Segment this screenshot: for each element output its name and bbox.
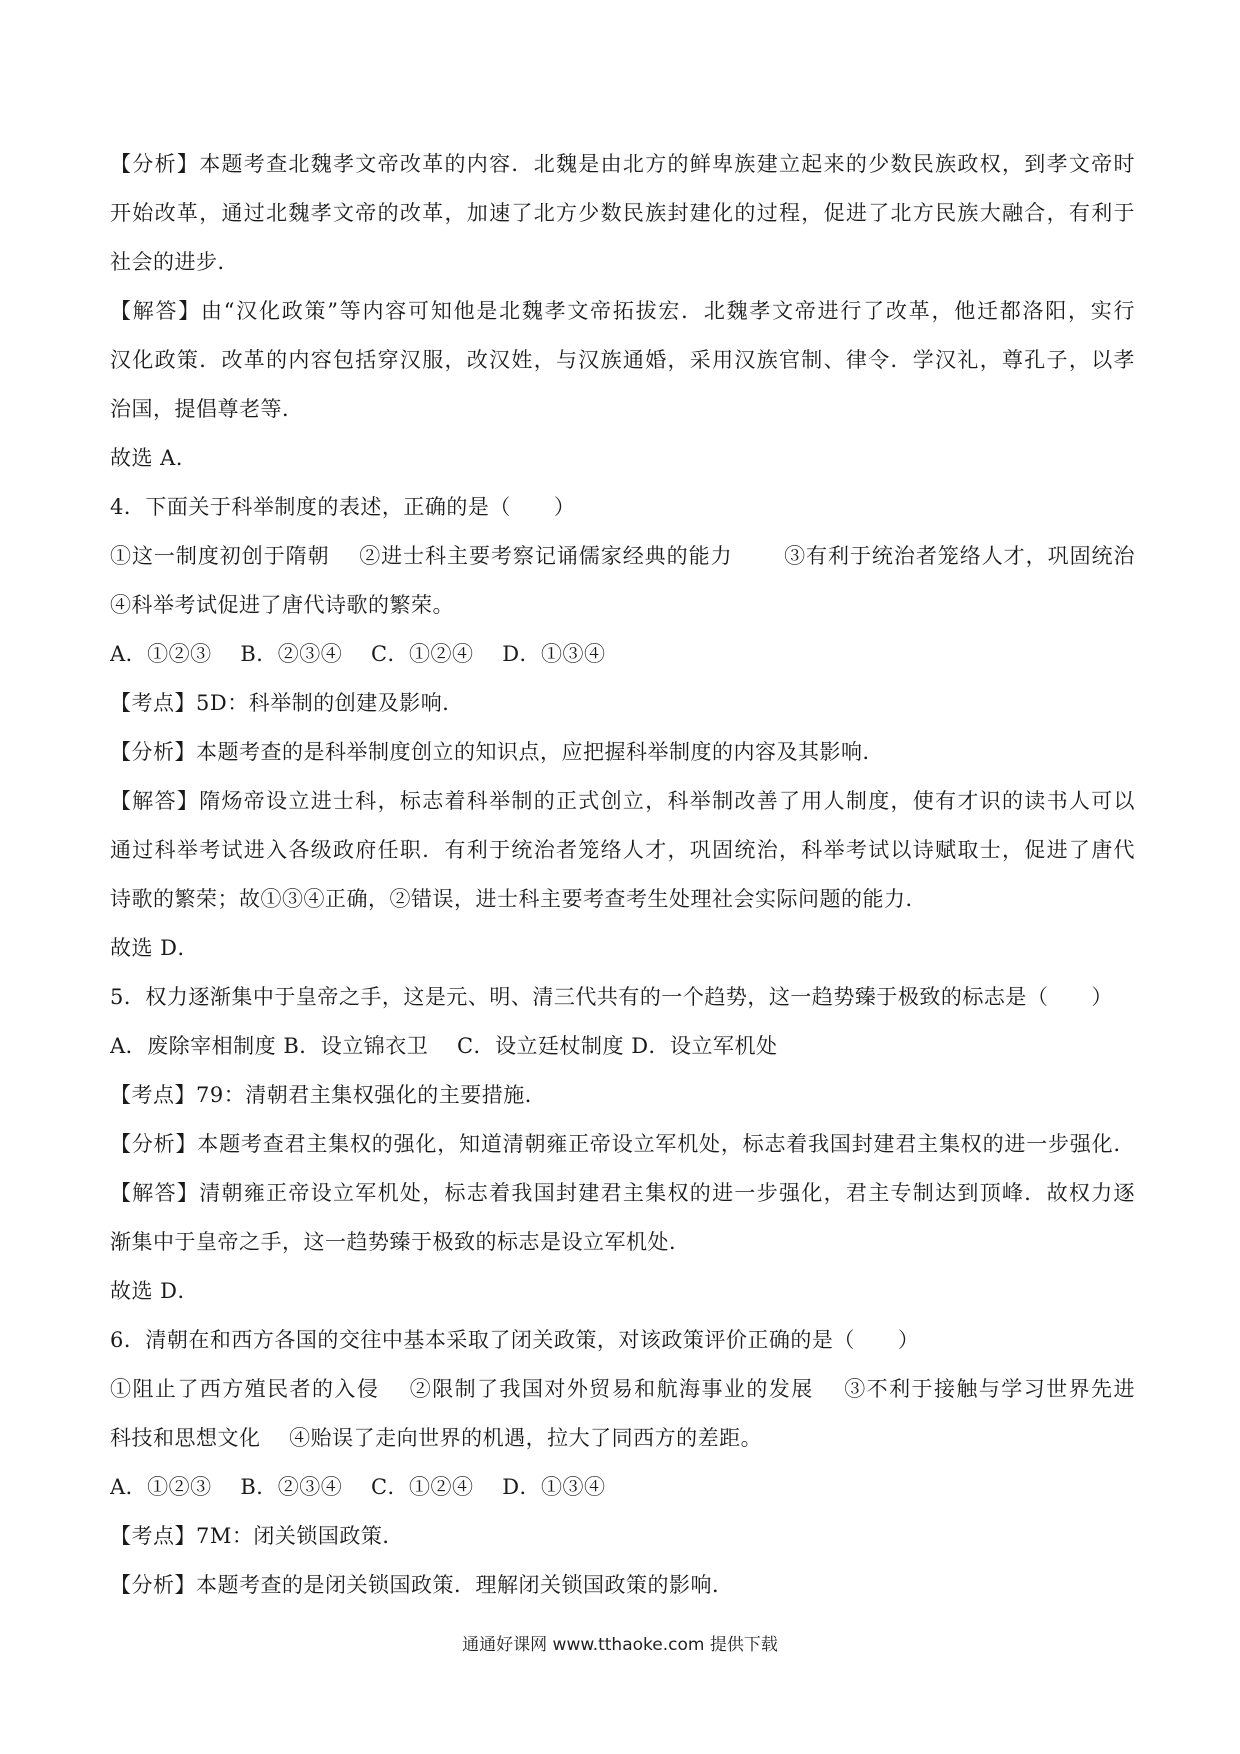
text-line: 【分析】本题考查的是科举制度创立的知识点，应把握科举制度的内容及其影响．	[110, 740, 884, 764]
text-line: 诗歌的繁荣；故①③④正确，②错误，进士科主要考查考生处理社会实际问题的能力．	[110, 887, 927, 911]
page-footer: 通通好课网 www.tthaoke.com 提供下载	[462, 1635, 778, 1655]
question-4-title: 4．下面关于科举制度的表述，正确的是（ ）	[110, 495, 576, 519]
question-4-options: A．①②③ B．②③④ C．①②④ D．①③④	[110, 642, 606, 666]
question-4-statements: ④科举考试促进了唐代诗歌的繁荣。	[110, 593, 454, 617]
text-line: 【考点】7M：闭关锁国政策．	[110, 1524, 404, 1548]
text-line: 汉化政策．改革的内容包括穿汉服，改汉姓，与汉族通婚，采用汉族官制、律令．学汉礼，尊孔子，以孝	[110, 348, 1135, 372]
text-line: 【解答】清朝雍正帝设立军机处，标志着我国封建君主集权的进一步强化，君主专制达到顶峰．故权力逐	[110, 1181, 1135, 1205]
question-6-statements: ①阻止了西方殖民者的入侵 ②限制了我国对外贸易和航海事业的发展 ③不利于接触与学习世界先进	[110, 1377, 1135, 1401]
question-5-title: 5．权力逐渐集中于皇帝之手，这是元、明、清三代共有的一个趋势，这一趋势臻于极致的标志是（ ）	[110, 985, 1113, 1009]
document-body	[110, 148, 1135, 1618]
text-line: 故选 D．	[110, 936, 200, 960]
text-line: 【解答】隋炀帝设立进士科，标志着科举制的正式创立，科举制改善了用人制度，使有才识的读书人可以	[110, 789, 1135, 813]
text-line: 开始改革，通过北魏孝文帝的改革，加速了北方少数民族封建化的过程，促进了北方民族大融合，有利于	[110, 201, 1135, 225]
question-6-options: A．①②③ B．②③④ C．①②④ D．①③④	[110, 1475, 606, 1499]
text-line: 治国，提倡尊老等．	[110, 397, 304, 421]
question-6-statements: 科技和思想文化 ④贻误了走向世界的机遇，拉大了同西方的差距。	[110, 1426, 763, 1450]
text-line: 故选 D．	[110, 1279, 200, 1303]
text-line: 渐集中于皇帝之手，这一趋势臻于极致的标志是设立军机处．	[110, 1230, 691, 1254]
text-line: 【分析】本题考查君主集权的强化，知道清朝雍正帝设立军机处，标志着我国封建君主集权的进一步强化．	[110, 1132, 1135, 1156]
question-4-statements: ①这一制度初创于隋朝 ②进士科主要考察记诵儒家经典的能力 ③有利于统治者笼络人才，巩固统治	[110, 544, 1135, 568]
text-line: 故选 A．	[110, 446, 198, 470]
text-line: 社会的进步．	[110, 250, 239, 274]
question-6-title: 6．清朝在和西方各国的交往中基本采取了闭关政策，对该政策评价正确的是（ ）	[110, 1328, 920, 1352]
text-line: 【分析】本题考查的是闭关锁国政策．理解闭关锁国政策的影响．	[110, 1573, 734, 1597]
text-line: 【考点】79：清朝君主集权强化的主要措施．	[110, 1083, 547, 1107]
text-line: 【解答】由“汉化政策”等内容可知他是北魏孝文帝拓拔宏．北魏孝文帝进行了改革，他迁都洛阳，实行	[110, 299, 1135, 323]
text-line: 【分析】本题考查北魏孝文帝改革的内容．北魏是由北方的鲜卑族建立起来的少数民族政权，到孝文帝时	[110, 152, 1135, 176]
text-line: 通过科举考试进入各级政府任职．有利于统治者笼络人才，巩固统治，科举考试以诗赋取士，促进了唐代	[110, 838, 1135, 862]
question-5-options: A．废除宰相制度 B．设立锦衣卫 C．设立廷杖制度 D．设立军机处	[110, 1034, 778, 1058]
text-line: 【考点】5D：科举制的创建及影响．	[110, 691, 464, 715]
